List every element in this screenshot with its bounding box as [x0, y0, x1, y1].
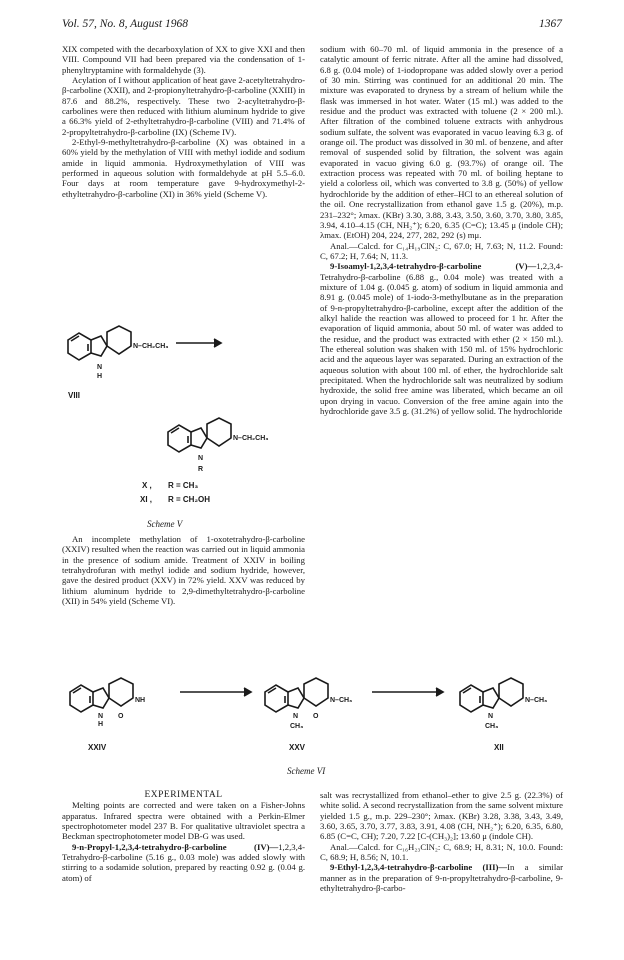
left-column-middle [62, 534, 305, 606]
right-paragraph-6-body: In a similar manner as in the preparation of 9-n-propyltetrahydro-β-carboline, 9-ethyltetrahydro-β-carbo- [320, 862, 563, 894]
left-paragraph-3: 2-Ethyl-9-methyltetrahydro-β-carboline (X) was obtained in a 60% yield by the methylation of VIII with methyl iodide and sodium amide in liquid ammonia. Hydroxymethylation of VIII was performed in aqueous solution with formaldehyde at pH 5.5–6.0. Four days at room temperature gave 9-hydroxymethyl-2-ethyltetrahydro-β-carboline (XI) in 36% yield (Scheme V). [62, 137, 305, 199]
scheme-v-h-atom: H [97, 373, 103, 380]
scheme-vi-caption: Scheme VI [287, 766, 326, 776]
xii-ch3-atom: CH₃ [485, 723, 499, 730]
compound-label-xii: XII [494, 743, 504, 752]
left-paragraph-1: XIX competed with the decarboxylation of XX to give XXI and then VIII. Compound VII had been prepared via the condensation of 1-phenyltryptamine with formaldehyde (3). [62, 44, 305, 75]
compound-label-viii: VIII [68, 391, 81, 400]
left-column-top [62, 44, 305, 199]
right-paragraph-3-title: 9-Isoamyl-1,2,3,4-tetrahydro-β-carboline (V)— [330, 261, 537, 272]
right-paragraph-4: salt was recrystallized from ethanol–ether to give 2.5 g. (22.3%) of white solid. A second recrystallization from the same solvent mixture yielded 1.5 g., m.p. 229–230°; λmax. (KBr) 3.28, 3.38, 3.43, 3.49, 3.60, 3.65, 3.70, 3.77, 3.83, 3.91, 4.08 (CH, NH₂⁺); 6.20, 6.35, 6.80, 6.85 (C=C, CH); 7.20, 7.22 [C-(CH₃)₂]; 13.60 μ (indole CH). [320, 790, 563, 842]
right-paragraph-2: Anal.—Calcd. for C₁₄H₁₉ClN₂: C, 67.0; H, 7.63; N, 11.2. Found: C, 67.2; H, 7.64; N, 11.3. [320, 240, 563, 261]
scheme-v-substituent-product: N–CH₂CH₃ [233, 435, 269, 442]
scheme-v-product-n: N [198, 455, 204, 462]
scheme-v-caption: Scheme V [147, 519, 183, 529]
compound-label-xxiv: XXIV [88, 743, 107, 752]
xxv-n-ch3-group: N–CH₃ [330, 697, 353, 704]
left-paragraph-6-title: 9-n-Propyl-1,2,3,4-tetrahydro-β-carboline (IV)— [72, 841, 279, 852]
xxv-o-atom: O [313, 713, 319, 720]
compound-xi-definition: R = CH₂OH [168, 495, 211, 504]
left-paragraph-2: Acylation of I without application of heat gave 2-acetyltetrahydro-β-carboline (XXII), and 2-propionyltetrahydro-β-carboline (XXIII) in 87.6 and 88.2%, respectively. These two 2-acyltetrahydro-β-carbolines were then reduced with lithium aluminum hydride to give a 66.3% yield of 2-ethyltetrahydro-β-carboline (VIII) and 71.4% of 2-propyltetrahydro-β-carboline (IX) (Scheme IV). [62, 75, 305, 137]
right-paragraph-6 [320, 862, 563, 893]
compound-x-definition: R = CH₃ [168, 481, 199, 490]
right-paragraph-3-body: 1,2,3,4-Tetrahydro-β-carboline (6.88 g., 0.04 mole) was treated with a mixture of 1.04 g. (0.045 g. atom) of sodium in liquid ammonia and 8.91 g. (0.045 mole) of 1-iodo-3-methylbutane as in the preparation of 9-n-propyltetrahydro-β-carboline, except after the addition of the alkyl halide the reaction was allowed to proceed for 1 hr. After the evaporation of liquid ammonia, about 50 ml. of water was added to the residue, and the product was extracted with ether (2 × 150 ml.). The ethereal solution was shaken with 150 ml. of 15% hydrochloric acid and the aqueous layer was separated. During an extraction of the aqueous solution with about 100 ml. of ether, the hydrochloride salt precipitated. When the hydrochloride salt was neutralized by sodium hydroxide, the solid free amine was liberated, which became an oil upon drying in vacuo. Conversion of the free amine again into the hydrochloride gave 3.5 g. (31.2%) of yellow solid. The hydrochloride [320, 261, 563, 417]
left-column-bottom [62, 790, 305, 883]
scheme-v-r-group: R [198, 466, 204, 473]
left-paragraph-6-body: 1,2,3,4-Tetrahydro-β-carboline (5.16 g., 0.03 mole) was added slowly with stirring to a sodamide solution, prepared by reacting 0.92 g. (0.04 g. atom) of [62, 841, 305, 883]
scheme-v-n-atom: N [97, 364, 103, 371]
left-paragraph-4: An incomplete methylation of 1-oxotetrahydro-β-carboline (XXIV) resulted when the reaction was carried out in liquid ammonia in the presence of sodium amide. Treatment of XXIV in boiling tetrahydrofuran with methyl iodide and sodium hydride, however, gave the desired product (XXV) in 72% yield. XXV was reduced by lithium aluminum hydride to 2,9-dimethyltetrahydro-β-carboline (XII) in 54% yield (Scheme VI). [62, 534, 305, 607]
xii-n-ch3-group: N–CH₃ [525, 697, 548, 704]
right-paragraph-1: sodium with 60–70 ml. of liquid ammonia in the presence of a catalytic amount of ferric nitrate. After all the amine had dissolved, 6.8 g. (0.04 mole) of 1-iodopropane was added slowly over a period of 30 min. Stirring was continued for an additional 20 min. The mixture was evaporated to dryness by a stream of helium while the flask was immersed in hot water. Water (15 ml.) was added to the residue and the product was extracted with toluene (2 × 200 ml.). After filtration of the combined toluene extracts with anhydrous sodium sulfate, the solvent was evaporated in vacuo leaving 6.3 g. of orange oil. The product was dissolved in 30 ml. of benzene, and after removal of suspended solid by filtration, the solvent was again evaporated in vacuo giving 6.0 g. (93.7%) of orange oil. The extraction process was repeated with 70 ml. of boiling heptane to yield a colorless oil, which was converted to 3.8 g. (50%) of yellow hydrochloride by the addition of ether–HCl to an ethereal solution of the oil. One recrystallization from ethanol gave 1.5 g. (20%), m.p. 231–232°; λmax. (KBr) 3.30, 3.88, 3.43, 3.50, 3.60, 3.70, 3.80, 3.85, 3.94, 4.10–4.15 (CH, NH₂⁺); 6.20, 6.35 (C=C); 13.45 μ (indole CH); λmax. (EtOH) 204, 224, 277, 282, 292 (s) mμ. [320, 44, 563, 241]
experimental-heading: EXPERIMENTAL [144, 790, 223, 800]
compound-xi-label: XI , [140, 495, 153, 504]
right-paragraph-6-title: 9-Ethyl-1,2,3,4-tetrahydro-β-carboline (III)— [330, 862, 508, 873]
right-paragraph-5: Anal.—Calcd. for C₁₆H₂₃ClN₂: C, 68.9; H, 8.31; N, 10.0. Found: C, 68.9; H, 8.56; N, 10.1. [320, 841, 563, 863]
right-paragraph-3 [320, 261, 563, 416]
right-column-bottom [320, 790, 563, 893]
scheme-v-substituent-top: N–CH₂CH₃ [133, 343, 169, 350]
xxv-ch3-atom: CH₃ [290, 723, 304, 730]
page-number: 1367 [539, 18, 562, 30]
page-header [62, 18, 562, 34]
xxiv-n-atom: N [98, 713, 104, 720]
right-column-top [320, 44, 563, 416]
left-paragraph-6 [62, 842, 305, 883]
scheme-v-diagram [60, 318, 310, 543]
xxiv-o-atom: O [118, 713, 124, 720]
scheme-vi-diagram [60, 660, 570, 760]
xxiv-nh-group: NH [135, 697, 146, 704]
xxiv-h-atom: H [98, 721, 104, 728]
compound-label-xxv: XXV [289, 743, 306, 752]
compound-x-label: X , [142, 481, 152, 490]
xxv-n-atom: N [293, 713, 299, 720]
xii-n-atom: N [488, 713, 494, 720]
journal-citation: Vol. 57, No. 8, August 1968 [62, 18, 188, 30]
left-paragraph-5: Melting points are corrected and were taken on a Fisher-Johns apparatus. Infrared spectra were obtained with a Perkin-Elmer spectrophotometer model 237 B. For qualitative ultraviolet spectra a Beckman spectrophotometer model DB-G was used. [62, 800, 305, 842]
